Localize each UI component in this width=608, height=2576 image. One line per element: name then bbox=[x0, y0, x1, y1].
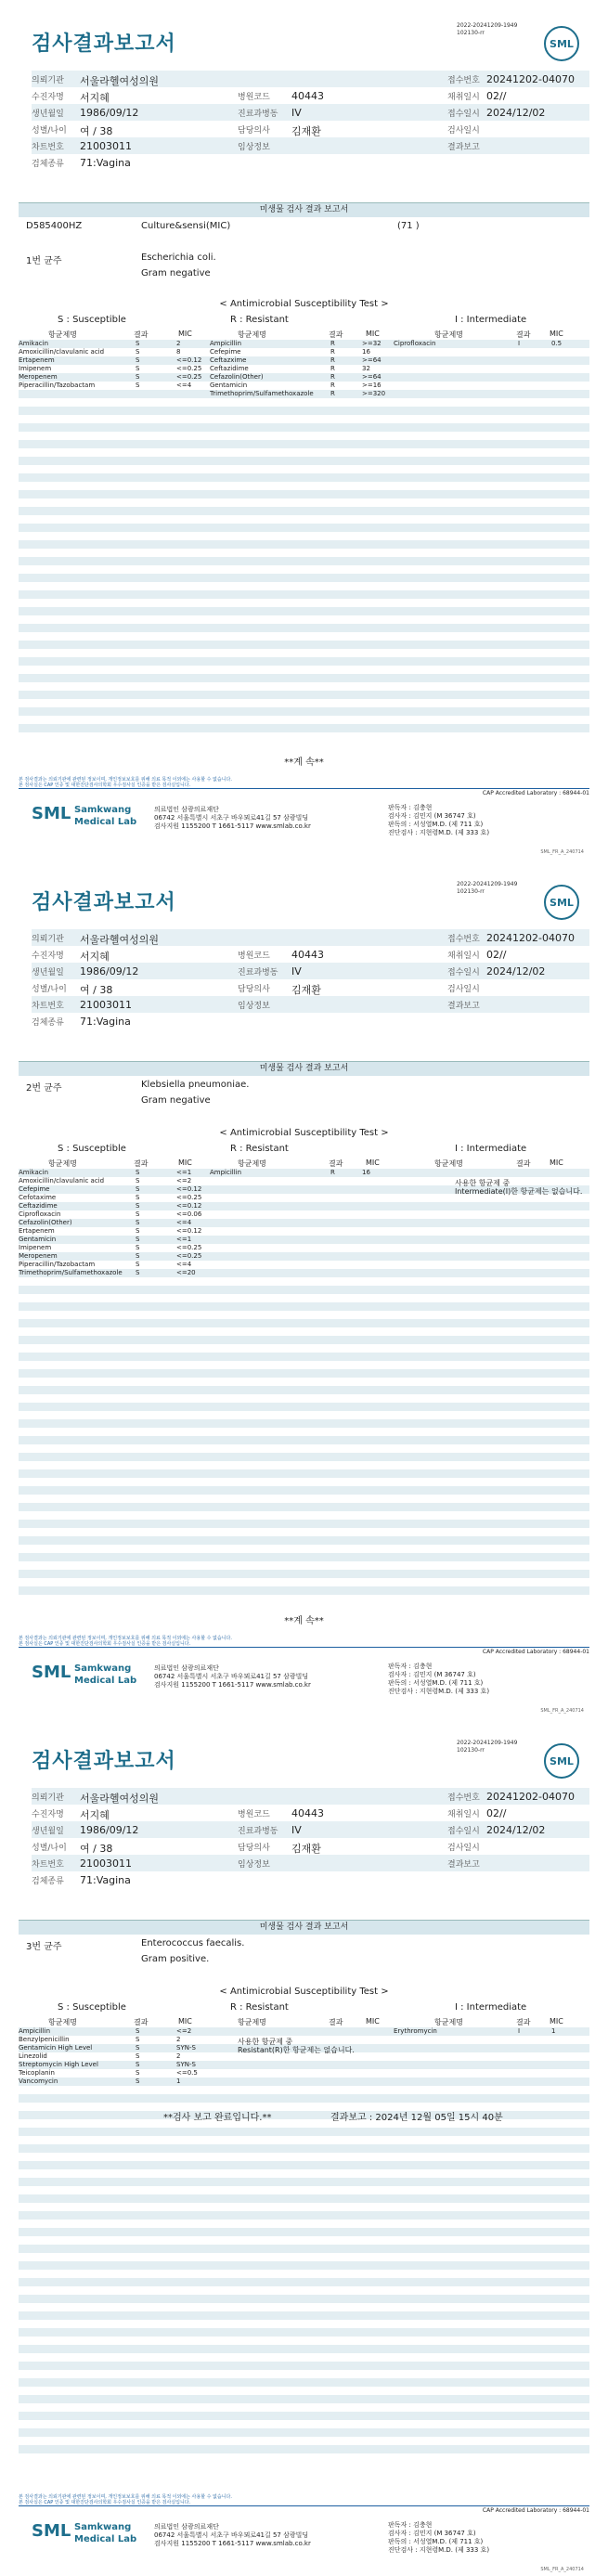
patient-header: 의뢰기관 서울라헬여성의원 접수번호 20241202-04070 수진자명 서지혜 병원코드 40443 채취일시 02// 생년월일 1986/09/12 진료과병동 IV 접수일시 2024/12/02 성별/나이 여 / 38 담당의사 김재환 검사일시 차트번호 21003011 임상정보 결과보고 검체종류 71:Vagina bbox=[32, 929, 589, 1029]
footer-lab-name: Samkwang Medical Lab bbox=[74, 1663, 137, 1686]
mic-cell: 1 bbox=[176, 2078, 181, 2085]
result-cell: R bbox=[330, 356, 335, 364]
gram-stain: Gram negative bbox=[141, 268, 211, 278]
result-cell: R bbox=[330, 348, 335, 356]
footer-lab-name: Samkwang Medical Lab bbox=[74, 805, 137, 827]
drug-name-cell: Ceftazidime bbox=[19, 1202, 58, 1210]
drug-name-cell: Trimethoprim/Sulfamethoxazole bbox=[210, 390, 314, 397]
mic-cell: 1 bbox=[551, 2027, 556, 2035]
report-page-1: 검사결과보고서 2022-20241209-1949 102130-rr SML 의뢰기관 서울라헬여성의원 접수번호 20241202-04070 수진자명 서지혜 병원코드 40443 채취일시 02// 생년월일 1986/09/12 진료과병동 IV 접수일시 2024/12/02 성별/나이 여 / 38 담당의사 김재환 검사일시 차트번호 21003011 임상정보 결과보고 검체종류 71:Vagina 미생물 검사 결과 보고서 D585400HZ Culture&sensi(MIC) (71 ) 1번 균주 Escherichia coli. Gram negative < Antimicrobial Susceptibility Test > S : Susceptible R : Resistant I : Intermediate 항균제명 결과 MIC 항균제명 결과 MIC 항균제명 결과 MIC Amikacin S 2 Ampicillin R >=32 Ciprofloxacin I 0.5 Amoxicillin/clavulanic acid S 8 Cefepime R 16 Ertapenem S <=0.12 Ceftazxime R >=64 Imipenem S <=0.25 Ceftazidime R 32 Meropenem S <=0.25 Cefazolin(Other) R >=64 Piperacillin/Tazobactam S <=4 Gentamicin R >=16 Trimethoprim/Sulfamethoxazole R >=320 **계 속** 본 검사결과는 의뢰기관에 관련된 정보이며, 개인정보보호를 위해 의료 목적 이외에는 사용할 수 없습니다. 본 검사실은 CAP 인증 및 대한진단검사의학회 우수검사실 인증을 받은 검사실입니다. CAP Accredited Laboratory : 68944-01 SML Samkwang Medical Lab 의료법인 삼광의료재단 06742 서울특별시 서초구 바우뫼로41길 57 삼광빌딩 검사지원 1155200 T 1661-5117 www.smlab.co.kr 판독자 : 김충현 검사자 : 김민지 (M 36747 호) 판독의 : 서성열M.D. (제 711 호) 진단검사 : 지현령M.D. (제 333 호) SML_FR_A_240714 bbox=[0, 0, 608, 859]
institution: 서울라헬여성의원 bbox=[80, 75, 160, 87]
mic-cell: 2 bbox=[176, 2052, 181, 2060]
result-cell: S bbox=[136, 365, 140, 372]
legend-resistant: R : Resistant bbox=[230, 1144, 289, 1154]
mic-cell: <=0.25 bbox=[176, 1194, 202, 1201]
result-cell: S bbox=[136, 1269, 140, 1276]
test-code: D585400HZ bbox=[26, 221, 83, 231]
drug-name-cell: Erythromycin bbox=[394, 2027, 437, 2035]
footer-line bbox=[19, 1647, 589, 1648]
chart-no: 21003011 bbox=[80, 140, 132, 152]
drug-name-cell: Meropenem bbox=[19, 1252, 58, 1260]
result-cell: R bbox=[330, 373, 335, 381]
gram-stain: Gram negative bbox=[141, 1095, 211, 1106]
result-cell: S bbox=[136, 2044, 140, 2052]
mic-cell: <=0.06 bbox=[176, 1210, 202, 1218]
footer-logo: SML bbox=[32, 804, 71, 823]
legend-intermediate: I : Intermediate bbox=[455, 2002, 527, 2013]
mic-cell: >=320 bbox=[362, 390, 386, 397]
legend-resistant: R : Resistant bbox=[230, 315, 289, 325]
continued-mark: **계 속** bbox=[284, 1616, 324, 1626]
result-cell: R bbox=[330, 390, 335, 397]
drug-name-cell: Ciprofloxacin bbox=[394, 340, 436, 347]
drug-name-cell: Ertapenem bbox=[19, 1227, 55, 1235]
legend-resistant: R : Resistant bbox=[230, 2002, 289, 2013]
footer-logo: SML bbox=[32, 2521, 71, 2541]
result-stripes bbox=[19, 2027, 589, 2462]
footer-logo: SML bbox=[32, 1663, 71, 1682]
drug-name-cell: Cefepime bbox=[19, 1185, 50, 1193]
footer-lab-name: Samkwang Medical Lab bbox=[74, 2522, 137, 2544]
result-cell: S bbox=[136, 1169, 140, 1176]
result-cell: S bbox=[136, 1210, 140, 1218]
mic-cell: 16 bbox=[362, 348, 370, 356]
footer-signatures: 판독자 : 김충현 검사자 : 김민지 (M 36747 호) 판독의 : 서성열M.D. (제 711 호) 진단검사 : 지현령M.D. (제 333 호) bbox=[388, 2521, 490, 2554]
sex-age: 여 / 38 bbox=[80, 125, 113, 137]
mic-cell: <=20 bbox=[176, 1269, 196, 1276]
result-cell: S bbox=[136, 1194, 140, 1201]
result-cell: S bbox=[136, 2027, 140, 2035]
mic-cell: <=0.12 bbox=[176, 1202, 202, 1210]
dept: IV bbox=[291, 107, 302, 119]
mic-cell: 16 bbox=[362, 1169, 370, 1176]
footer bbox=[32, 2518, 589, 2558]
specimen: 71:Vagina bbox=[80, 157, 131, 169]
footer-signatures: 판독자 : 김충현 검사자 : 김민지 (M 36747 호) 판독의 : 서성열M.D. (제 711 호) 진단검사 : 지현령M.D. (제 333 호) bbox=[388, 1663, 490, 1695]
mic-cell: <=0.5 bbox=[176, 2069, 198, 2077]
drug-name-cell: Ciprofloxacin bbox=[19, 1210, 61, 1218]
drug-name-cell: Amikacin bbox=[19, 1169, 49, 1176]
drug-name-cell: Piperacillin/Tazobactam bbox=[19, 382, 96, 389]
drug-name-cell: Ceftazidime bbox=[210, 365, 249, 372]
drug-name-cell: Vancomycin bbox=[19, 2078, 58, 2085]
legend-intermediate: I : Intermediate bbox=[455, 1144, 527, 1154]
drug-name-cell: Ampicillin bbox=[19, 2027, 51, 2035]
organism-label: 3번 균주 bbox=[26, 1942, 62, 1952]
organism-name: Escherichia coli. bbox=[141, 252, 216, 263]
drug-name-cell: Imipenem bbox=[19, 1244, 52, 1251]
drug-name-cell: Streptomycin High Level bbox=[19, 2061, 98, 2068]
drug-name-cell: Cefotaxime bbox=[19, 1194, 57, 1201]
examinee: 서지혜 bbox=[80, 92, 110, 104]
mic-cell: <=1 bbox=[176, 1236, 192, 1243]
drug-name-cell: Meropenem bbox=[19, 373, 58, 381]
patient-header: 의뢰기관 서울라헬여성의원 접수번호 20241202-04070 수진자명 서지혜 병원코드 40443 채취일시 02// 생년월일 1986/09/12 진료과병동 IV 접수일시 2024/12/02 성별/나이 여 / 38 담당의사 김재환 검사일시 차트번호 21003011 임상정보 결과보고 검체종류 71:Vagina bbox=[32, 71, 589, 171]
sml-logo: SML bbox=[544, 1743, 579, 1779]
drug-name-cell: Ampicillin bbox=[210, 340, 242, 347]
section-title: 미생물 검사 결과 보고서 bbox=[19, 202, 589, 217]
note-line-1: 사용한 항균제 중 bbox=[238, 2038, 293, 2046]
section-title: 미생물 검사 결과 보고서 bbox=[19, 1061, 589, 1076]
mic-cell: 32 bbox=[362, 365, 370, 372]
drug-name-cell: Trimethoprim/Sulfamethoxazole bbox=[19, 1269, 123, 1276]
report-page-2: 검사결과보고서 2022-20241209-1949 102130-rr SML 의뢰기관 서울라헬여성의원 접수번호 20241202-04070 수진자명 서지혜 병원코드 40443 채취일시 02// 생년월일 1986/09/12 진료과병동 IV 접수일시 2024/12/02 성별/나이 여 / 38 담당의사 김재환 검사일시 차트번호 21003011 임상정보 결과보고 검체종류 71:Vagina 미생물 검사 결과 보고서 2번 균주 Klebsiella pneumoniae. Gram negative < Antimicrobial Susceptibility Test > S : Susceptible R : Resistant I : Intermediate 항균제명 결과 MIC 항균제명 결과 MIC 항균제명 결과 MIC Amikacin S <=1 Ampicillin R 16 Amoxicillin/clavulanic acid S <=2 Cefepime S <=0.12 Cefotaxime S <=0.25 Ceftazidime S <=0.12 Ciprofloxacin S <=0.06 Cefazolin(Other) S <=4 Ertapenem S <=0.12 Gentamicin S <=1 Imipenem S <=0.25 Meropenem S <=0.25 Piperacillin/Tazobactam S <=4 Trimethoprim/Sulfamethoxazole S <=20 사용한 항균제 중 Intermediate(I)한 항균제는 없습니다. **계 속** 본 검사결과는 의뢰기관에 관련된 정보이며, 개인정보보호를 위해 의료 목적 이외에는 사용할 수 없습니다. 본 검사실은 CAP 인증 및 대한진단검사의학회 우수검사실 인증을 받은 검사실입니다. CAP Accredited Laboratory : 68944-01 SML Samkwang Medical Lab 의료법인 삼광의료재단 06742 서울특별시 서초구 바우뫼로41길 57 삼광빌딩 검사지원 1155200 T 1661-5117 www.smlab.co.kr 판독자 : 김충현 검사자 : 김민지 (M 36747 호) 판독의 : 서성열M.D. (제 711 호) 진단검사 : 지현령M.D. (제 333 호) SML_FR_A_240714 bbox=[0, 859, 608, 1717]
birth-date: 1986/09/12 bbox=[80, 107, 139, 119]
note-line-1: 사용한 항균제 중 bbox=[455, 1179, 511, 1187]
result-cell: S bbox=[136, 2069, 140, 2077]
organism-name: Enterococcus faecalis. bbox=[141, 1938, 245, 1948]
continued-mark: **계 속** bbox=[284, 757, 324, 768]
ast-title: < Antimicrobial Susceptibility Test > bbox=[219, 1987, 389, 1997]
mic-cell: <=0.12 bbox=[176, 1227, 202, 1235]
barcode-code: 2022-20241209-1949 102130-rr bbox=[457, 22, 518, 36]
note-line-2: Resistant(R)한 항균제는 없습니다. bbox=[238, 2046, 355, 2054]
form-version: SML_FR_A_240714 bbox=[540, 2567, 584, 2572]
result-cell: S bbox=[136, 2052, 140, 2060]
drug-name-cell: Gentamicin bbox=[210, 382, 248, 389]
result-cell: S bbox=[136, 1236, 140, 1243]
legend-intermediate: I : Intermediate bbox=[455, 315, 527, 325]
footer-address: 의료법인 삼광의료재단 06742 서울특별시 서초구 바우뫼로41길 57 삼광빌딩 검사지원 1155200 T 1661-5117 www.smlab.co.kr bbox=[154, 1664, 311, 1689]
form-version: SML_FR_A_240714 bbox=[540, 849, 584, 855]
result-cell: S bbox=[136, 1261, 140, 1268]
mic-cell: <=0.25 bbox=[176, 1252, 202, 1260]
mic-cell: <=0.25 bbox=[176, 1244, 202, 1251]
collect-date: 02// bbox=[486, 90, 507, 102]
legend-susceptible: S : Susceptible bbox=[58, 315, 126, 325]
form-version: SML_FR_A_240714 bbox=[540, 1708, 584, 1714]
footer bbox=[32, 1659, 589, 1700]
ward-code: 40443 bbox=[291, 90, 324, 102]
footer-signatures: 판독자 : 김충현 검사자 : 김민지 (M 36747 호) 판독의 : 서성열M.D. (제 711 호) 진단검사 : 지현령M.D. (제 333 호) bbox=[388, 804, 490, 836]
gram-stain: Gram positive. bbox=[141, 1954, 210, 1964]
drug-name-cell: Amoxicillin/clavulanic acid bbox=[19, 348, 105, 356]
result-cell: S bbox=[136, 1219, 140, 1226]
report-complete-mark: **검사 보고 완료입니다.** bbox=[163, 2113, 272, 2123]
drug-name-cell: Cefazolin(Other) bbox=[19, 1219, 72, 1226]
mic-cell: <=4 bbox=[176, 1261, 192, 1268]
patient-header: 의뢰기관 서울라헬여성의원 접수번호 20241202-04070 수진자명 서지혜 병원코드 40443 채취일시 02// 생년월일 1986/09/12 진료과병동 IV 접수일시 2024/12/02 성별/나이 여 / 38 담당의사 김재환 검사일시 차트번호 21003011 임상정보 결과보고 검체종류 71:Vagina bbox=[32, 1788, 589, 1888]
result-cell: R bbox=[330, 340, 335, 347]
result-cell: S bbox=[136, 373, 140, 381]
result-cell: S bbox=[136, 382, 140, 389]
drug-name-cell: Cefepime bbox=[210, 348, 241, 356]
cert-notice: 본 검사실은 CAP 인증 및 대한진단검사의학회 우수검사실 인증을 받은 검사실입니다. bbox=[19, 1641, 191, 1647]
footer-line bbox=[19, 788, 589, 789]
report-title: 검사결과보고서 bbox=[32, 32, 176, 56]
report-title: 검사결과보고서 bbox=[32, 891, 176, 914]
drug-name-cell: Ertapenem bbox=[19, 356, 55, 364]
cap-accreditation: CAP Accredited Laboratory : 68944-01 bbox=[482, 2507, 589, 2514]
test-count: (71 ) bbox=[397, 221, 420, 231]
ast-title: < Antimicrobial Susceptibility Test > bbox=[219, 299, 389, 309]
drug-name-cell: Teicoplanin bbox=[19, 2069, 55, 2077]
mic-cell: >=64 bbox=[362, 373, 382, 381]
sml-logo: SML bbox=[544, 26, 579, 61]
result-cell: S bbox=[136, 356, 140, 364]
result-cell: S bbox=[136, 1202, 140, 1210]
doctor: 김재환 bbox=[291, 125, 321, 137]
drug-name-cell: Gentamicin bbox=[19, 1236, 57, 1243]
result-cell: R bbox=[330, 1169, 335, 1176]
mic-cell: <=2 bbox=[176, 2027, 192, 2035]
legend-susceptible: S : Susceptible bbox=[58, 2002, 126, 2013]
footer-address: 의료법인 삼광의료재단 06742 서울특별시 서초구 바우뫼로41길 57 삼광빌딩 검사지원 1155200 T 1661-5117 www.smlab.co.kr bbox=[154, 806, 311, 830]
organism-name: Klebsiella pneumoniae. bbox=[141, 1080, 250, 1090]
mic-cell: 8 bbox=[176, 348, 181, 356]
result-cell: S bbox=[136, 340, 140, 347]
organism-label: 1번 균주 bbox=[26, 256, 62, 266]
result-cell: S bbox=[136, 1177, 140, 1184]
legend-susceptible: S : Susceptible bbox=[58, 1144, 126, 1154]
mic-cell: 2 bbox=[176, 2036, 181, 2043]
mic-cell: <=4 bbox=[176, 382, 192, 389]
mic-cell: SYN-S bbox=[176, 2061, 196, 2068]
mic-cell: 0.5 bbox=[551, 340, 563, 347]
mic-cell: <=0.25 bbox=[176, 365, 202, 372]
mic-cell: <=1 bbox=[176, 1169, 192, 1176]
footer-line bbox=[19, 2505, 589, 2506]
result-cell: R bbox=[330, 382, 335, 389]
section-title: 미생물 검사 결과 보고서 bbox=[19, 1920, 589, 1935]
drug-name-cell: Linezolid bbox=[19, 2052, 47, 2060]
result-cell: I bbox=[518, 340, 521, 347]
cap-accreditation: CAP Accredited Laboratory : 68944-01 bbox=[482, 1649, 589, 1655]
report-title: 검사결과보고서 bbox=[32, 1750, 176, 1773]
report-page-3: 검사결과보고서 2022-20241209-1949 102130-rr SML 의뢰기관 서울라헬여성의원 접수번호 20241202-04070 수진자명 서지혜 병원코드 40443 채취일시 02// 생년월일 1986/09/12 진료과병동 IV 접수일시 2024/12/02 성별/나이 여 / 38 담당의사 김재환 검사일시 차트번호 21003011 임상정보 결과보고 검체종류 71:Vagina 미생물 검사 결과 보고서 3번 균주 Enterococcus faecalis. Gram positive. < Antimicrobial Susceptibility Test > S : Susceptible R : Resistant I : Intermediate 항균제명 결과 MIC 항균제명 결과 MIC 항균제명 결과 MIC Ampicillin S <=2 Erythromycin I 1 Benzylpenicillin S 2 Gentamicin High Level S SYN-S Linezolid S 2 Streptomycin High Level S SYN-S Teicoplanin S <=0.5 Vancomycin S 1 사용한 항균제 중 Resistant(R)한 항균제는 없습니다. **검사 보고 완료입니다.** 결과보고 : 2024년 12월 05일 15시 40분 본 검사결과는 의뢰기관에 관련된 정보이며, 개인정보보호를 위해 의료 목적 이외에는 사용할 수 없습니다. 본 검사실은 CAP 인증 및 대한진단검사의학회 우수검사실 인증을 받은 검사실입니다. CAP Accredited Laboratory : 68944-01 SML Samkwang Medical Lab 의료법인 삼광의료재단 06742 서울특별시 서초구 바우뫼로41길 57 삼광빌딩 검사지원 1155200 T 1661-5117 www.smlab.co.kr 판독자 : 김충현 검사자 : 김민지 (M 36747 호) 판독의 : 서성열M.D. (제 711 호) 진단검사 : 지현령M.D. (제 333 호) SML_FR_A_240714 bbox=[0, 1717, 608, 2576]
footer bbox=[32, 800, 589, 841]
footer-address: 의료법인 삼광의료재단 06742 서울특별시 서초구 바우뫼로41길 57 삼광빌딩 검사지원 1155200 T 1661-5117 www.smlab.co.kr bbox=[154, 2523, 311, 2547]
sml-logo: SML bbox=[544, 885, 579, 920]
mic-cell: >=64 bbox=[362, 356, 382, 364]
result-cell: R bbox=[330, 365, 335, 372]
result-cell: S bbox=[136, 2036, 140, 2043]
note-line-2: Intermediate(I)한 항균제는 없습니다. bbox=[455, 1187, 583, 1196]
mic-cell: >=32 bbox=[362, 340, 382, 347]
cert-notice: 본 검사실은 CAP 인증 및 대한진단검사의학회 우수검사실 인증을 받은 검사실입니다. bbox=[19, 2500, 191, 2505]
barcode-code: 2022-20241209-1949 102130-rr bbox=[457, 881, 518, 895]
mic-cell: <=4 bbox=[176, 1219, 192, 1226]
privacy-notice: 본 검사결과는 의뢰기관에 관련된 정보이며, 개인정보보호를 위해 의료 목적 이외에는 사용할 수 없습니다. bbox=[19, 1636, 232, 1641]
final-report-time: 결과보고 : 2024년 12월 05일 15시 40분 bbox=[330, 2113, 503, 2123]
drug-name-cell: Ampicillin bbox=[210, 1169, 242, 1176]
result-stripes bbox=[19, 340, 589, 741]
result-cell: S bbox=[136, 1244, 140, 1251]
receipt-no: 20241202-04070 bbox=[486, 73, 575, 85]
drug-name-cell: Piperacillin/Tazobactam bbox=[19, 1261, 96, 1268]
cert-notice: 본 검사실은 CAP 인증 및 대한진단검사의학회 우수검사실 인증을 받은 검사실입니다. bbox=[19, 783, 191, 788]
mic-cell: >=16 bbox=[362, 382, 382, 389]
result-stripes bbox=[19, 1169, 589, 1603]
drug-name-cell: Cefazolin(Other) bbox=[210, 373, 264, 381]
barcode-code: 2022-20241209-1949 102130-rr bbox=[457, 1740, 518, 1754]
drug-name-cell: Amikacin bbox=[19, 340, 49, 347]
ast-title: < Antimicrobial Susceptibility Test > bbox=[219, 1128, 389, 1138]
mic-cell: <=0.12 bbox=[176, 1185, 202, 1193]
organism-label: 2번 균주 bbox=[26, 1083, 62, 1094]
result-cell: S bbox=[136, 1185, 140, 1193]
drug-name-cell: Amoxicillin/clavulanic acid bbox=[19, 1177, 105, 1184]
drug-name-cell: Imipenem bbox=[19, 365, 52, 372]
mic-cell: <=0.12 bbox=[176, 356, 202, 364]
privacy-notice: 본 검사결과는 의뢰기관에 관련된 정보이며, 개인정보보호를 위해 의료 목적 이외에는 사용할 수 없습니다. bbox=[19, 777, 232, 783]
result-cell: S bbox=[136, 1227, 140, 1235]
result-cell: S bbox=[136, 1252, 140, 1260]
mic-cell: <=0.25 bbox=[176, 373, 202, 381]
drug-name-cell: Gentamicin High Level bbox=[19, 2044, 93, 2052]
privacy-notice: 본 검사결과는 의뢰기관에 관련된 정보이며, 개인정보보호를 위해 의료 목적 이외에는 사용할 수 없습니다. bbox=[19, 2494, 232, 2500]
mic-cell: <=2 bbox=[176, 1177, 192, 1184]
mic-cell: SYN-S bbox=[176, 2044, 196, 2052]
receive-date: 2024/12/02 bbox=[486, 107, 546, 119]
result-cell: I bbox=[518, 2027, 521, 2035]
drug-name-cell: Ceftazxime bbox=[210, 356, 247, 364]
result-cell: S bbox=[136, 2078, 140, 2085]
result-cell: S bbox=[136, 2061, 140, 2068]
test-name: Culture&sensi(MIC) bbox=[141, 221, 231, 231]
cap-accreditation: CAP Accredited Laboratory : 68944-01 bbox=[482, 790, 589, 796]
drug-name-cell: Benzylpenicillin bbox=[19, 2036, 70, 2043]
mic-cell: 2 bbox=[176, 340, 181, 347]
result-cell: S bbox=[136, 348, 140, 356]
